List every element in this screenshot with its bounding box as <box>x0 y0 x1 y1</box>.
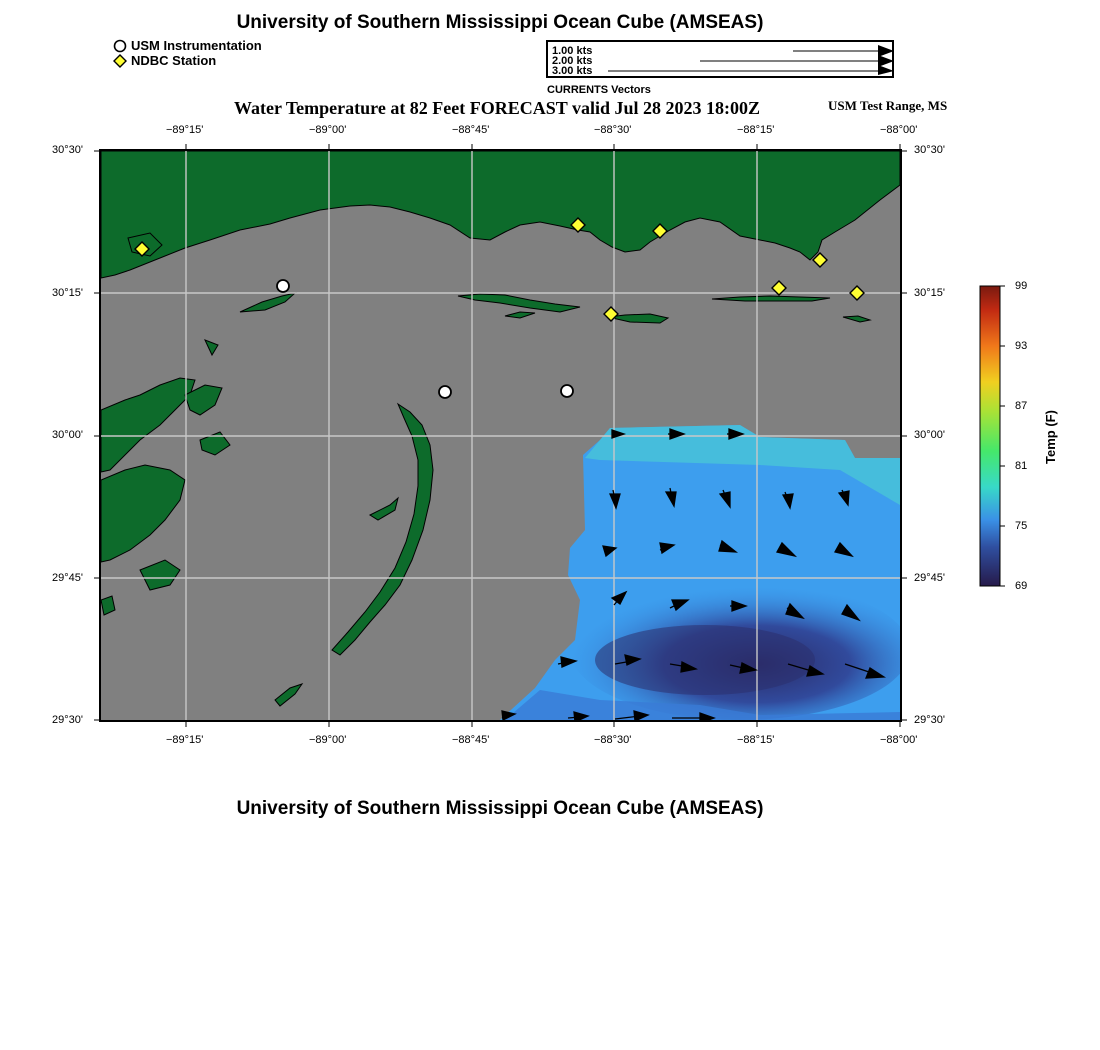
footer-title: University of Southern Mississippi Ocean Cube (AMSEAS) <box>236 798 764 819</box>
lat-tick-label: 30°30' <box>52 144 83 156</box>
page-title: University of Southern Mississippi Ocean Cube (AMSEAS) <box>236 12 764 33</box>
colorbar-label: Temp (F) <box>1043 410 1058 464</box>
lon-tick-label: −89°00' <box>309 124 347 136</box>
legend-label: NDBC Station <box>131 53 217 68</box>
vector-scale-label: 1.00 kts <box>552 45 593 57</box>
lon-tick-label: −88°45' <box>452 734 490 746</box>
colorbar-tick: 87 <box>1015 400 1028 412</box>
lat-tick-label: 30°15' <box>914 287 945 299</box>
lat-tick-label: 30°00' <box>914 429 945 441</box>
lon-tick-label: −88°00' <box>880 124 918 136</box>
lon-tick-label: −88°30' <box>594 124 632 136</box>
vector-scale-label: 3.00 kts <box>552 65 593 77</box>
lon-tick-label: −88°15' <box>737 124 775 136</box>
vector-caption: CURRENTS Vectors <box>547 84 651 96</box>
colorbar-tick: 69 <box>1015 580 1028 592</box>
lat-tick-label: 29°30' <box>52 714 83 726</box>
colorbar-tick: 93 <box>1015 340 1028 352</box>
usm-instrument-marker <box>561 385 573 397</box>
colorbar-tick: 75 <box>1015 520 1028 532</box>
lon-tick-label: −89°15' <box>166 734 204 746</box>
lon-tick-label: −88°15' <box>737 734 775 746</box>
colorbar <box>980 286 1005 586</box>
lon-tick-label: −89°15' <box>166 124 204 136</box>
map-subtitle: Water Temperature at 82 Feet FORECAST valid Jul 28 2023 18:00Z <box>234 98 760 118</box>
vector-scale-label: 2.00 kts <box>552 55 593 67</box>
usm-instrument-marker <box>277 280 289 292</box>
lat-tick-label: 30°30' <box>914 144 945 156</box>
lon-tick-label: −88°00' <box>880 734 918 746</box>
colorbar-tick: 99 <box>1015 280 1028 292</box>
lat-tick-label: 30°00' <box>52 429 83 441</box>
map-region: USM Test Range, MS <box>828 98 948 113</box>
legend-label: USM Instrumentation <box>131 38 262 53</box>
lat-tick-label: 30°15' <box>52 287 83 299</box>
usm-instrument-marker <box>439 386 451 398</box>
lon-tick-label: −89°00' <box>309 734 347 746</box>
lat-tick-label: 29°30' <box>914 714 945 726</box>
lon-tick-label: −88°45' <box>452 124 490 136</box>
lon-tick-label: −88°30' <box>594 734 632 746</box>
lat-tick-label: 29°45' <box>52 572 83 584</box>
lat-tick-label: 29°45' <box>914 572 945 584</box>
colorbar-tick: 81 <box>1015 460 1028 472</box>
